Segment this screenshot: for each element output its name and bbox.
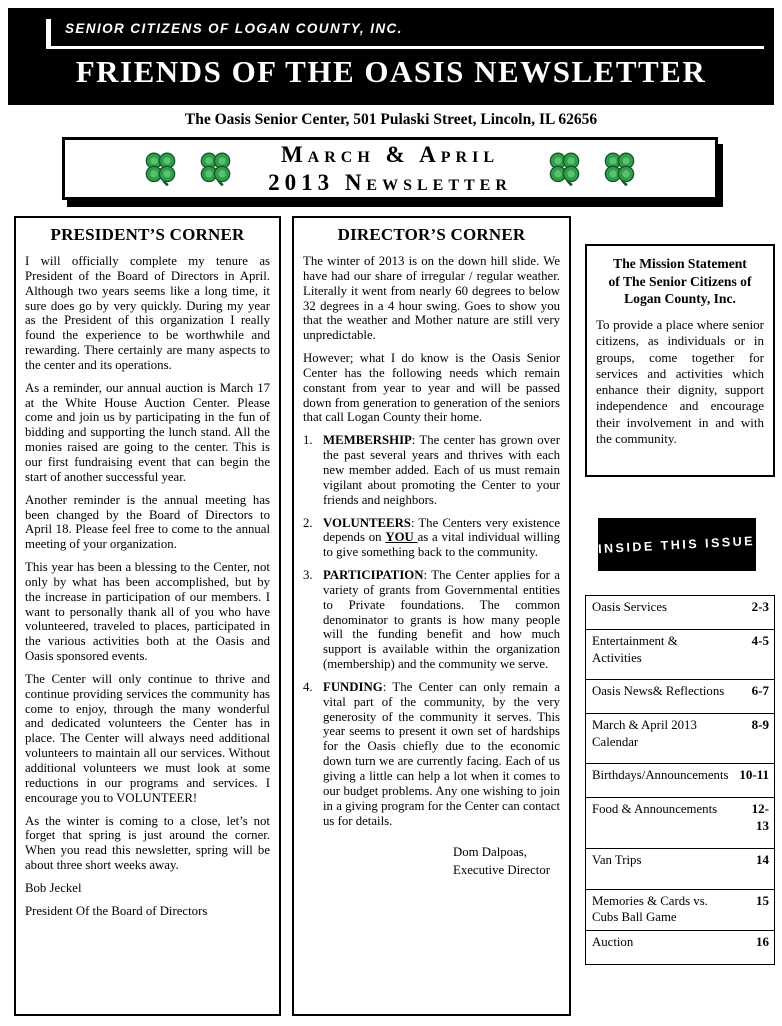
- item-label: VOLUNTEERS: [323, 515, 411, 530]
- item-label: FUNDING: [323, 679, 383, 694]
- president-signature-title: President Of the Board of Directors: [25, 903, 208, 918]
- presidents-corner-title: PRESIDENT’S CORNER: [50, 225, 245, 244]
- shamrock-icon: [199, 151, 232, 187]
- toc-row-memories: Memories & Cards vs. Cubs Ball Game 15: [585, 889, 775, 931]
- president-paragraph: This year has been a blessing to the Center, not only by what has been accomplished, but by the increase in participation of our members. I want to personally thank all of you who have volunteered, traveled to places, participated in the various activities both at the Oasis and Oasis sponsored events.: [25, 560, 270, 664]
- issue-title: [268, 141, 512, 196]
- masthead: [8, 8, 774, 105]
- table-of-contents: [585, 595, 775, 965]
- org-name-row: [46, 19, 764, 49]
- president-signature: Bob Jeckel: [25, 880, 82, 895]
- president-paragraph: As the winter is coming to a close, let’s not forget that spring is just around the corner. When you read this newsletter, spring will be about three short weeks away.: [25, 813, 270, 873]
- shamrock-icon: [144, 151, 177, 187]
- issue-banner: [62, 137, 718, 200]
- toc-row-auction: Auction 16: [585, 930, 775, 965]
- toc-row-oasis-services: Oasis Services 2-3: [585, 595, 775, 630]
- address-line: The Oasis Senior Center, 501 Pulaski Street, Lincoln, IL 62656: [184, 111, 598, 128]
- director-paragraph: The winter of 2013 is on the down hill slide. We have had our share of irregular / regular weather. Literally it went from nearly 60 degrees to below 32 degrees in a 4 hour swing. Goes to show you that the weather and Mother nature are still very unpredictable.: [303, 254, 560, 343]
- director-signature-title: Executive Director: [453, 862, 550, 877]
- item-label: PARTICIPATION: [323, 568, 424, 583]
- director-signature-block: [453, 844, 560, 879]
- toc-row-van-trips: Van Trips 14: [585, 848, 775, 890]
- issue-title-line1: March & April: [280, 141, 500, 167]
- inside-this-issue-banner: [598, 518, 756, 571]
- item-label: MEMBERSHIP: [323, 433, 412, 448]
- president-paragraph: I will officially complete my tenure as President of the Board of Directors in April. Although two years seems like a long time, it sure does go by very quickly. During my year as the President of this organization I really found the experience to be worthwhile and rewarding. There certainly are many aspects to the center and its operations.: [25, 254, 270, 372]
- president-paragraph: Another reminder is the annual meeting has been changed by the Board of Directors to April 18. Please feel free to come to the annual meeting of your organization.: [25, 492, 270, 552]
- mission-statement-box: [585, 244, 775, 477]
- toc-row-food: Food & Announcements 12-13: [585, 797, 775, 849]
- directors-corner-title: DIRECTOR’S CORNER: [337, 225, 526, 244]
- directors-corner: [292, 216, 571, 1016]
- president-paragraph: As a reminder, our annual auction is March 17 at the White House Auction Center. Please come and join us by participating in the fun of bidding and supporting the lunch stand. All the monies raised are going to the center. This is our first fundraising event that can begin the start of another successful year.: [25, 380, 270, 484]
- toc-row-entertainment: Entertainment & Activities 4-5: [585, 629, 775, 680]
- toc-row-birthdays: Birthdays/Announcements 10-11: [585, 763, 775, 798]
- director-paragraph: However; what I do know is the Oasis Senior Center has the following needs which remain constant from year to year and will be passed down from generation to generation of the seniors that call Logan County their home.: [303, 351, 560, 425]
- newsletter-title: FRIENDS OF THE OASIS NEWSLETTER: [75, 54, 707, 89]
- toc-row-calendar: March & April 2013 Calendar 8-9: [585, 713, 775, 764]
- list-item-participation: 3. PARTICIPATION: The Center applies for a variety of grants from Governmental entities to Private foundations. The common denominator to grants is how many people will the funding benefit and how much support is available within the organization (membership) and the community we serve.: [303, 568, 560, 672]
- toc-row-news-reflections: Oasis News& Reflections 6-7: [585, 679, 775, 714]
- shamrock-icon: [548, 151, 581, 187]
- org-name: SENIOR CITIZENS OF LOGAN COUNTY, INC.: [65, 21, 403, 36]
- president-paragraph: The Center will only continue to thrive and continue providing services the community has come to enjoy, through the many wonderful and dedicated volunteers the Center has in place. The Center will always need additional volunteers to maintain all our services. Without additional volunteers we must look at some reductions in our programs and services. I encourage you to VOLUNTEER!: [25, 671, 270, 805]
- presidents-corner: [14, 216, 281, 1016]
- inside-this-issue-label: INSIDE THIS ISSUE: [598, 533, 756, 556]
- list-item-volunteers: 2. VOLUNTEERS: The Centers very existence depends on YOU as a vital individual willing to give something back to the community.: [303, 515, 560, 560]
- mission-title: The Mission Statement of The Senior Citizens of Logan County, Inc.: [608, 256, 752, 307]
- issue-title-line2: 2013 Newsletter: [268, 169, 512, 195]
- director-needs-list: [303, 433, 560, 828]
- list-item-funding: 4. FUNDING: The Center can only remain a vital part of the community, by the very generosity of the community it serves. This year seems to present it own set of hardships for the Oasis chiefly due to the economic down turn we are currently facing. Each of us giving a little can help a lot when it comes to our budget problems. Any one wishing to join in a giving program for the Center can contact us for details.: [303, 679, 560, 828]
- mission-body: To provide a place where senior citizens, as individuals or in groups, come together for services and activities which enhance their dignity, support independence and encourage their involvement in and with the community.: [596, 317, 764, 446]
- shamrock-icon: [603, 151, 636, 187]
- shamrock-group-left: [144, 151, 232, 187]
- director-signature: Dom Dalpoas,: [453, 845, 527, 860]
- list-item-membership: 1. MEMBERSHIP: The center has grown over the past several years and thrives with each new member added. Each of us must remain vigilant about promoting the Center to your friends and neighbors.: [303, 433, 560, 507]
- shamrock-group-right: [548, 151, 636, 187]
